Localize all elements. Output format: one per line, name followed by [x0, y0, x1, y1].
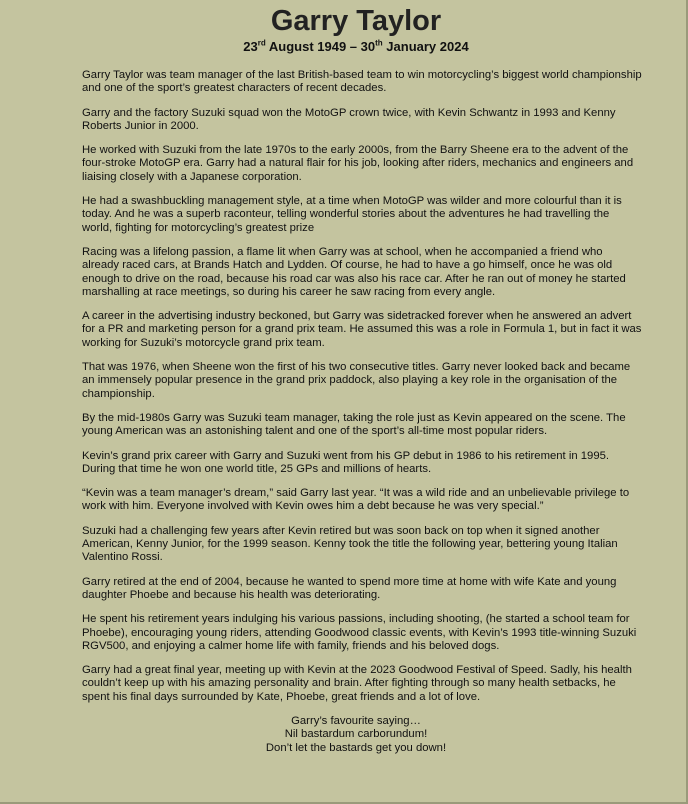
paragraph: Garry Taylor was team manager of the last British-based team to win motorcycling’s biggest world championship and one of the sport’s greatest characters of recent decades. [82, 69, 642, 95]
closing-line: Don’t let the bastards get you down! [265, 741, 447, 754]
paragraph: Garry and the factory Suzuki squad won the MotoGP crown twice, with Kevin Schwantz in 1993 and Kenny Roberts Junior in 2000. [82, 106, 616, 132]
paragraph: A career in the advertising industry beckoned, but Garry was sidetracked forever when he answered an advert for a PR and marketing person for a grand prix team. He assumed this was a role in Formula 1, but in fact it was working for Suzuki’s motorcycle grand prix team. [82, 310, 642, 349]
obituary-document [82, 5, 642, 755]
paragraph: He worked with Suzuki from the late 1970s to the early 2000s, from the Barry Sheene era to the advent of the four-stroke MotoGP era. Garry had a natural flair for his job, looking after riders, mechanics and engineers and liaising closely with a Japanese corporation. [82, 144, 634, 183]
paragraph: By the mid-1980s Garry was Suzuki team manager, taking the role just as Kevin appeared on the scene. The young American was an astonishing talent and one of the sport’s all-time most popular riders. [82, 411, 626, 438]
death-day-suffix: th [375, 38, 383, 48]
birth-day: 23 [243, 39, 258, 54]
closing-line: Nil bastardum carborundum! [284, 728, 428, 741]
closing-line: Garry’s favourite saying… [291, 714, 421, 727]
paragraph: He had a swashbuckling management style, at a time when MotoGP was wilder and more colourful than it is today. And he was a superb raconteur, telling wonderful stories about the adventures he had travelling the world, fighting for motorcycling’s greatest prize [82, 195, 622, 234]
paragraph: Garry had a great final year, meeting up with Kevin at the 2023 Goodwood Festival of Speed. Sadly, his health couldn’t keep up with his amazing personality and brain. After fighting through so many health setbacks, he spent his final days surrounded by Kate, Phoebe, great friends and a lot of love. [82, 664, 632, 703]
paragraph: Racing was a lifelong passion, a flame lit when Garry was at school, when he accompanied a friend who already raced cars, at Brands Hatch and Lydden. Of course, he had to have a go himself, once he was old enough to drive on the road, because his road car was also his race car. After he ran out of money he started marshalling at race meetings, so during his career he saw racing from every angle. [82, 245, 626, 298]
paragraph: Garry retired at the end of 2004, because he wanted to spend more time at home with wife Kate and young daughter Phoebe and because his health was deteriorating. [82, 575, 617, 601]
life-dates [70, 38, 642, 55]
paragraph: He spent his retirement years indulging his various passions, including shooting, (he started a school team for Phoebe), encouraging young riders, attending Goodwood classic events, with Kevin’s 1993 title-winning Suzuki RGV500, and enjoying a calmer home life with family, friends and his beloved dogs. [82, 613, 637, 652]
closing-saying [70, 715, 642, 755]
paragraph: Kevin’s grand prix career with Garry and Suzuki went from his GP debut in 1986 to his retirement in 1995. During that time he won one world title, 25 GPs and millions of hearts. [82, 449, 610, 475]
page-title: Garry Taylor [270, 5, 442, 37]
birth-date-rest: August 1949 – [265, 39, 361, 54]
birth-day-suffix: rd [257, 38, 266, 48]
death-date-rest: January 2024 [382, 39, 469, 54]
paragraph: Suzuki had a challenging few years after Kevin retired but was soon back on top when it signed another American, Kenny Junior, for the 1999 season. Kenny took the title the following year, bettering young Italian Valentino Rossi. [82, 524, 618, 564]
death-day: 30 [360, 39, 376, 54]
paragraph: “Kevin was a team manager’s dream,” said Garry last year. “It was a wild ride and an unbelievable privilege to work with him. Everyone involved with Kevin owes him a debt because he was very special.” [82, 487, 630, 513]
paragraph: That was 1976, when Sheene won the first of his two consecutive titles. Garry never looked back and became an immensely popular presence in the grand prix paddock, also playing a key role in the organisation of the championship. [82, 361, 631, 400]
